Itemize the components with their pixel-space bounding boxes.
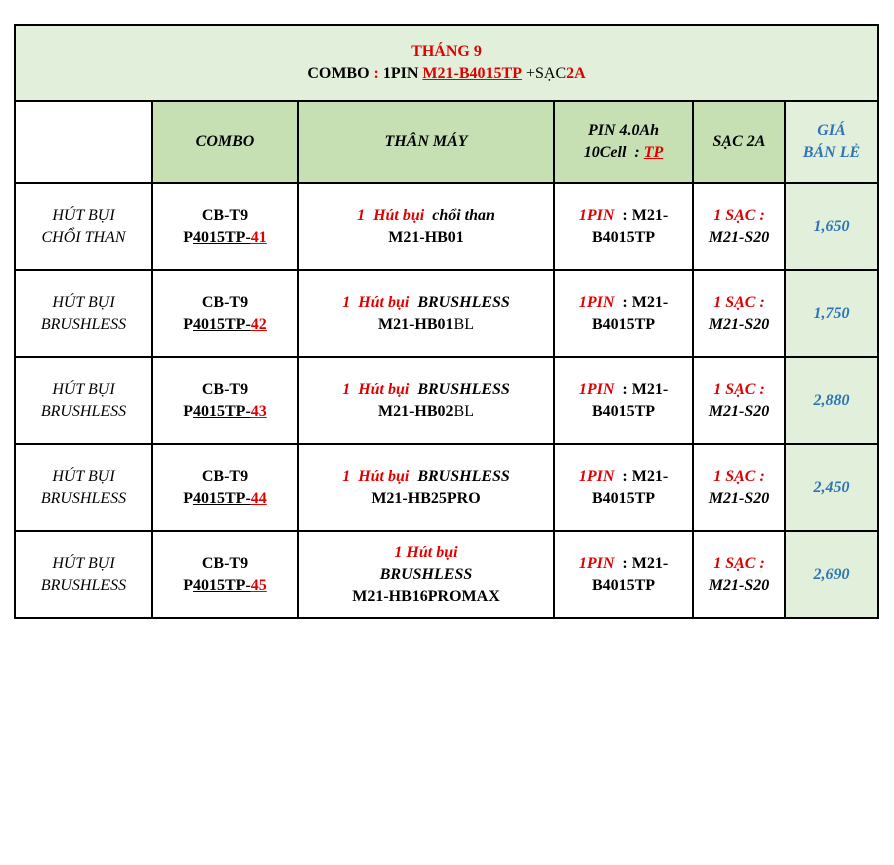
body-qty: 1 bbox=[342, 293, 351, 311]
body-line1 bbox=[303, 466, 549, 488]
pin-model-start: : M21- bbox=[614, 554, 669, 572]
body-hut: Hút bụi bbox=[373, 206, 425, 224]
type-cell bbox=[15, 444, 152, 531]
code-model: 4015TP- bbox=[193, 489, 251, 507]
table-row bbox=[15, 531, 878, 618]
code-line1: CB-T9 bbox=[201, 467, 249, 485]
pin-line1 bbox=[559, 379, 688, 401]
pin-model-start: : M21- bbox=[614, 293, 669, 311]
pin-line1 bbox=[559, 205, 688, 227]
code-line1: CB-T9 bbox=[201, 293, 249, 311]
code-line2 bbox=[157, 401, 293, 423]
pin-qty: 1PIN bbox=[578, 293, 615, 311]
code-model: 4015TP- bbox=[193, 228, 251, 246]
body-cell bbox=[298, 531, 554, 618]
body-line1 bbox=[303, 379, 549, 401]
sac-line2: M21-S20 bbox=[708, 315, 770, 333]
code-number: 44 bbox=[250, 489, 267, 507]
body-cell bbox=[298, 183, 554, 270]
header-pin-tp: TP bbox=[643, 144, 664, 161]
header-sac: SẠC 2A bbox=[693, 101, 785, 183]
body-line1 bbox=[303, 292, 549, 314]
body-model: M21-HB25PRO bbox=[371, 489, 481, 507]
table-title bbox=[15, 25, 878, 101]
code-model: 4015TP- bbox=[193, 315, 251, 333]
body-cell bbox=[298, 444, 554, 531]
code-line2 bbox=[157, 227, 293, 249]
code-model: 4015TP- bbox=[193, 576, 251, 594]
header-blank bbox=[15, 101, 152, 183]
price-cell: 2,450 bbox=[785, 444, 878, 531]
sac-line2: M21-S20 bbox=[708, 576, 770, 594]
sac-line1: 1 SẠC : bbox=[713, 206, 765, 224]
code-prefix: P bbox=[183, 489, 193, 507]
header-price-line1: GIÁ bbox=[817, 122, 846, 139]
code-line2 bbox=[157, 488, 293, 510]
pin-qty: 1PIN bbox=[578, 206, 615, 224]
sac-line1: 1 SẠC : bbox=[713, 293, 765, 311]
header-combo: COMBO bbox=[152, 101, 298, 183]
body-hut: Hút bụi bbox=[358, 380, 410, 398]
pin-qty: 1PIN bbox=[578, 380, 615, 398]
pin-cell bbox=[554, 183, 693, 270]
combo-label: COMBO bbox=[307, 65, 370, 82]
month-title: THÁNG 9 bbox=[411, 43, 482, 60]
combo-price-table bbox=[14, 24, 879, 619]
pin-line2: B4015TP bbox=[591, 402, 656, 420]
body-qty: 1 bbox=[342, 380, 351, 398]
pin-line1 bbox=[559, 292, 688, 314]
type-line1: HÚT BỤI bbox=[52, 554, 115, 572]
combo-pin-text: 1PIN bbox=[382, 65, 423, 82]
body-line2 bbox=[303, 488, 549, 510]
pin-cell bbox=[554, 444, 693, 531]
code-cell bbox=[152, 531, 298, 618]
type-line2: CHỔI THAN bbox=[41, 228, 126, 246]
pin-model-start: : M21- bbox=[614, 380, 669, 398]
body-qty: 1 bbox=[357, 206, 366, 224]
type-line1: HÚT BỤI bbox=[52, 206, 115, 224]
pin-line1 bbox=[559, 466, 688, 488]
header-pin-line2 bbox=[559, 142, 688, 164]
body-model: M21-HB01 bbox=[388, 228, 464, 246]
type-cell bbox=[15, 531, 152, 618]
type-line2: BRUSHLESS bbox=[40, 576, 127, 594]
type-line1: HÚT BỤI bbox=[52, 380, 115, 398]
type-line1: HÚT BỤI bbox=[52, 293, 115, 311]
sac-line1: 1 SẠC : bbox=[713, 467, 765, 485]
body-line1: 1 Hút bụi bbox=[394, 543, 458, 561]
code-line1: CB-T9 bbox=[201, 380, 249, 398]
body-line3: M21-HB16PROMAX bbox=[352, 587, 500, 605]
body-line2 bbox=[303, 227, 549, 249]
body-line2 bbox=[303, 314, 549, 336]
header-pin-cell-label: 10Cell : bbox=[583, 144, 644, 161]
price-cell: 2,690 bbox=[785, 531, 878, 618]
price-cell: 1,650 bbox=[785, 183, 878, 270]
sac-cell bbox=[693, 270, 785, 357]
sac-line2: M21-S20 bbox=[708, 489, 770, 507]
combo-charger-prefix: +SẠC bbox=[521, 65, 567, 82]
header-row bbox=[15, 101, 878, 183]
body-model-suffix: BL bbox=[453, 402, 474, 420]
code-line2 bbox=[157, 314, 293, 336]
body-cell bbox=[298, 270, 554, 357]
header-pin bbox=[554, 101, 693, 183]
code-cell bbox=[152, 270, 298, 357]
header-pin-line1: PIN 4.0Ah bbox=[587, 122, 660, 139]
sac-cell bbox=[693, 531, 785, 618]
code-line1: CB-T9 bbox=[201, 554, 249, 572]
code-prefix: P bbox=[183, 576, 193, 594]
title-row bbox=[15, 25, 878, 101]
sac-cell bbox=[693, 183, 785, 270]
combo-charger-value: 2A bbox=[566, 65, 586, 82]
body-line2: BRUSHLESS bbox=[379, 565, 473, 583]
table-row bbox=[15, 357, 878, 444]
code-line1: CB-T9 bbox=[201, 206, 249, 224]
code-cell bbox=[152, 357, 298, 444]
sac-cell bbox=[693, 357, 785, 444]
pin-qty: 1PIN bbox=[578, 467, 615, 485]
pin-model-start: : M21- bbox=[614, 206, 669, 224]
pin-cell bbox=[554, 270, 693, 357]
code-number: 41 bbox=[250, 228, 267, 246]
table-row bbox=[15, 444, 878, 531]
code-prefix: P bbox=[183, 315, 193, 333]
code-model: 4015TP- bbox=[193, 402, 251, 420]
code-prefix: P bbox=[183, 402, 193, 420]
type-cell bbox=[15, 183, 152, 270]
body-qty: 1 bbox=[342, 467, 351, 485]
pin-line2: B4015TP bbox=[591, 228, 656, 246]
table-row bbox=[15, 183, 878, 270]
body-hut: Hút bụi bbox=[358, 293, 410, 311]
sac-line1: 1 SẠC : bbox=[713, 380, 765, 398]
body-cell bbox=[298, 357, 554, 444]
body-model-suffix: BL bbox=[453, 315, 474, 333]
code-line2 bbox=[157, 575, 293, 597]
sac-line1: 1 SẠC : bbox=[713, 554, 765, 572]
pin-qty: 1PIN bbox=[578, 554, 615, 572]
table-row bbox=[15, 270, 878, 357]
body-kind: BRUSHLESS bbox=[417, 467, 510, 485]
price-cell: 1,750 bbox=[785, 270, 878, 357]
pin-line2: B4015TP bbox=[591, 576, 656, 594]
body-model: M21-HB02 bbox=[378, 402, 454, 420]
body-line1 bbox=[303, 205, 549, 227]
code-cell bbox=[152, 183, 298, 270]
body-kind: BRUSHLESS bbox=[417, 380, 510, 398]
body-hut: Hút bụi bbox=[358, 467, 410, 485]
pin-model-start: : M21- bbox=[614, 467, 669, 485]
combo-subtitle bbox=[20, 63, 873, 85]
type-line2: BRUSHLESS bbox=[40, 315, 127, 333]
pin-line2: B4015TP bbox=[591, 315, 656, 333]
header-price bbox=[785, 101, 878, 183]
header-than-may: THÂN MÁY bbox=[298, 101, 554, 183]
pin-line1 bbox=[559, 553, 688, 575]
sac-line2: M21-S20 bbox=[708, 402, 770, 420]
pin-cell bbox=[554, 531, 693, 618]
body-kind: chổi than bbox=[432, 206, 495, 224]
pin-line2: B4015TP bbox=[591, 489, 656, 507]
code-cell bbox=[152, 444, 298, 531]
code-number: 42 bbox=[250, 315, 267, 333]
body-kind: BRUSHLESS bbox=[417, 293, 510, 311]
combo-colon: : bbox=[369, 65, 383, 82]
combo-pin-model: M21-B4015TP bbox=[422, 65, 522, 82]
body-model: M21-HB01 bbox=[378, 315, 454, 333]
code-prefix: P bbox=[183, 228, 193, 246]
header-price-line2: BÁN LẺ bbox=[802, 144, 861, 161]
type-line2: BRUSHLESS bbox=[40, 402, 127, 420]
body-line2 bbox=[303, 401, 549, 423]
pin-cell bbox=[554, 357, 693, 444]
code-number: 45 bbox=[250, 576, 267, 594]
type-line1: HÚT BỤI bbox=[52, 467, 115, 485]
type-line2: BRUSHLESS bbox=[40, 489, 127, 507]
code-number: 43 bbox=[250, 402, 267, 420]
sac-line2: M21-S20 bbox=[708, 228, 770, 246]
sac-cell bbox=[693, 444, 785, 531]
type-cell bbox=[15, 357, 152, 444]
price-cell: 2,880 bbox=[785, 357, 878, 444]
type-cell bbox=[15, 270, 152, 357]
